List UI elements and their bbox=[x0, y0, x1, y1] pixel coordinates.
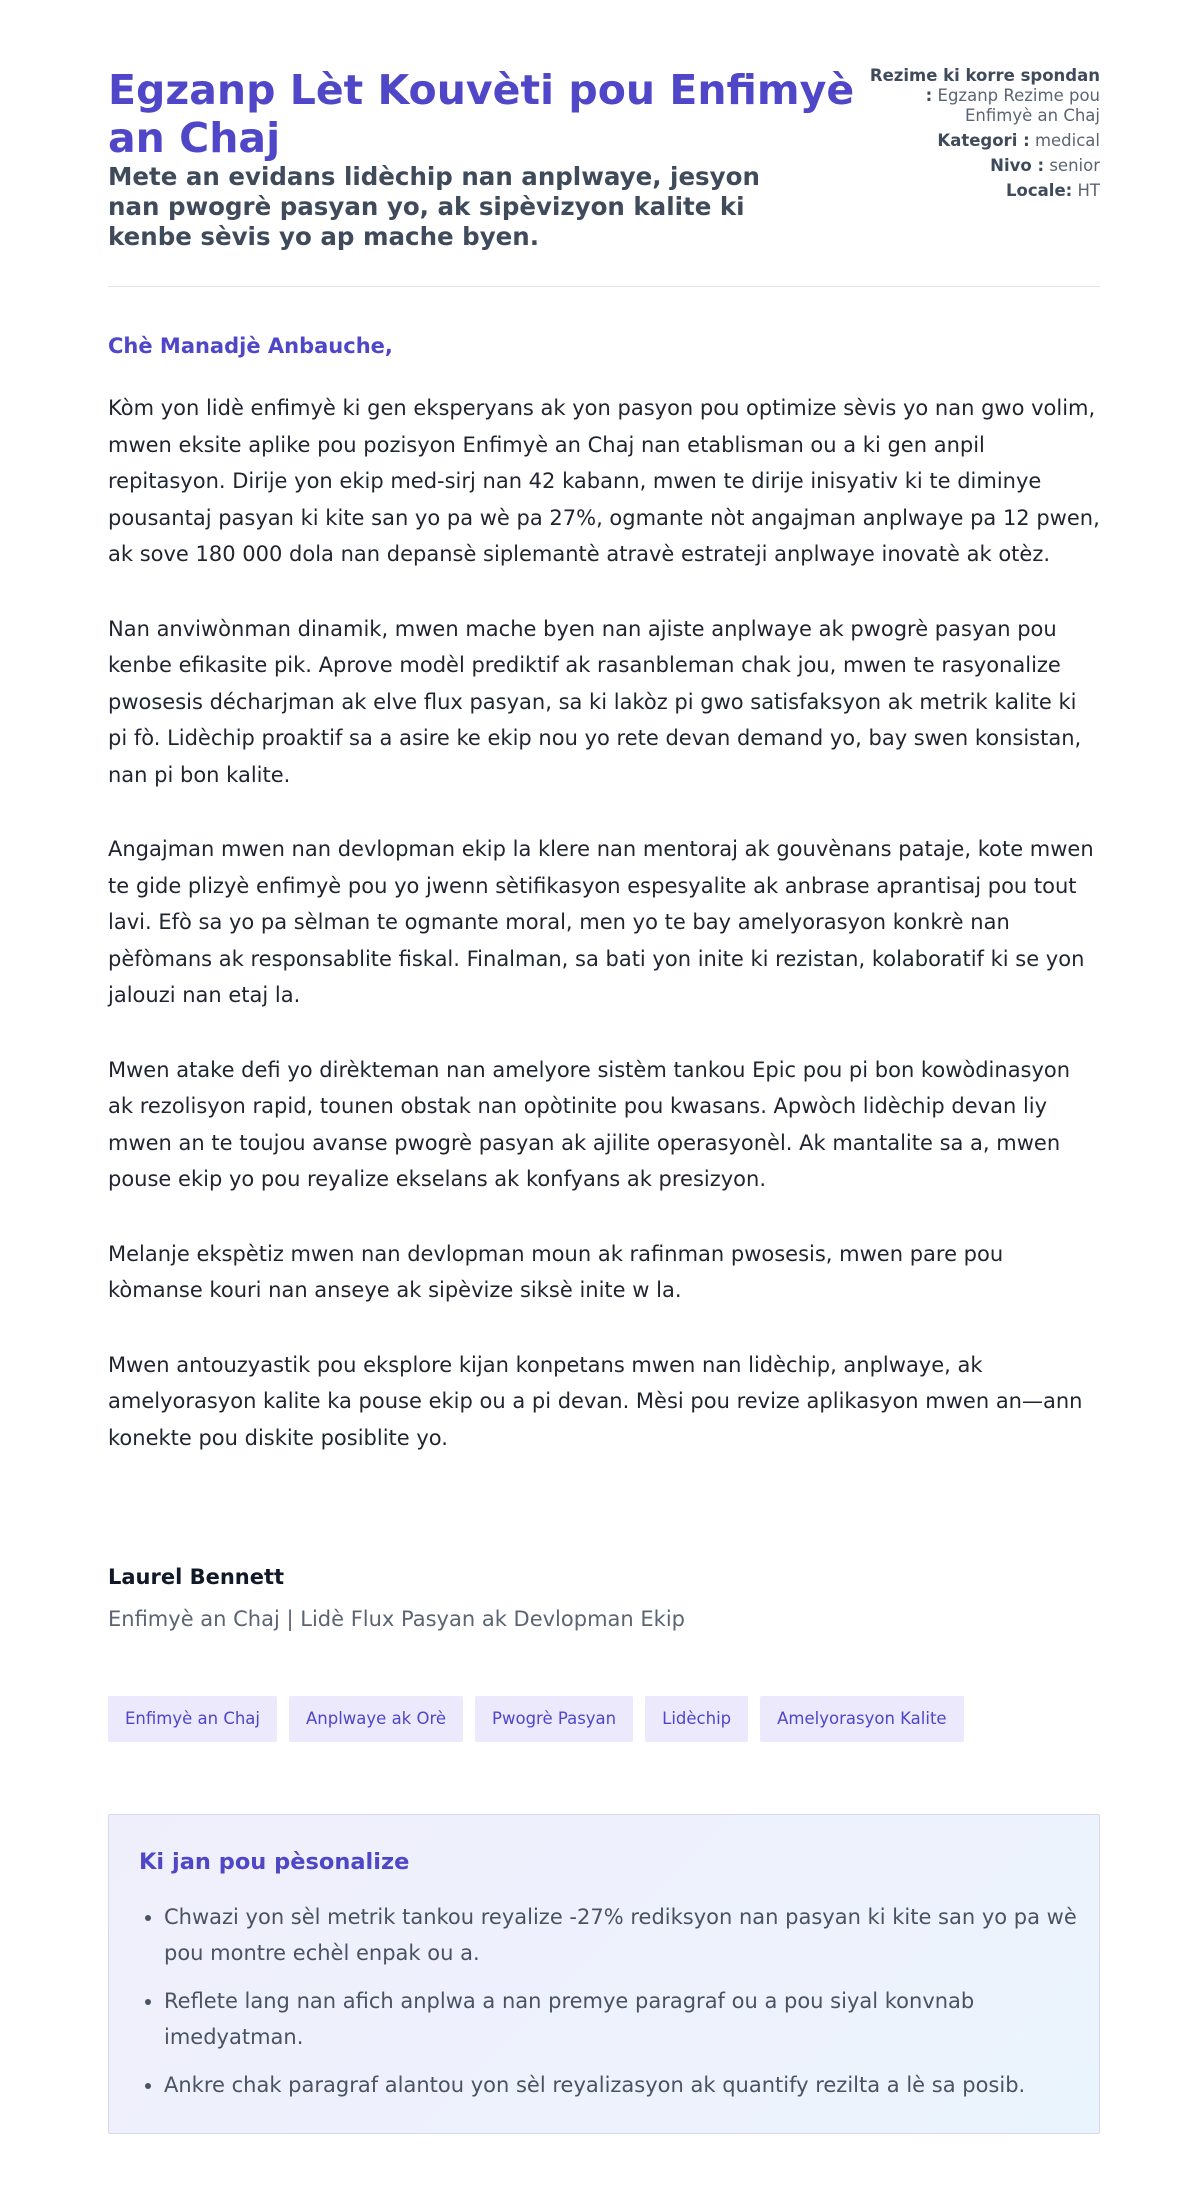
tips-list bbox=[139, 1899, 1094, 2115]
meta-level-value: senior bbox=[1049, 156, 1100, 175]
meta-resume bbox=[860, 66, 1100, 126]
tips-title: Ki jan pou pèsonalize bbox=[139, 1849, 410, 1875]
letter-paragraph: Mwen atake defi yo dirèkteman nan amelyore sistèm tankou Epic pou pi bon kowòdinasyon ak rezolisyon rapid, tounen obstak nan opòtinite pou kwasans. Apwòch lidèchip devan liy mwen an te toujou avanse pwogrè pasyan ak ajilite operasyonèl. Ak mantalite sa a, mwen pouse ekip yo pou reyalize ekselans ak konfyans ak presizyon. bbox=[108, 1057, 1071, 1191]
tag: Amelyorasyon Kalite bbox=[760, 1696, 963, 1742]
meta-locale-label: Locale: bbox=[1006, 181, 1073, 200]
letter-body bbox=[108, 390, 1100, 1494]
tag-list bbox=[108, 1696, 964, 1742]
letter-paragraph: Angajman mwen nan devlopman ekip la klere nan mentoraj ak gouvènans pataje, kote mwen te gide plizyè enfimyè pou yo jwenn sètifikasyon espesyalite ak anbrase aprantisaj pou tout lavi. Efò sa yo pa sèlman te ogmante moral, men yo te bay amelyorasyon konkrè nan pèfòmans ak responsablite fiskal. Finalman, sa bati yon inite ki rezistan, kolaboratif ki se yon jalouzi nan etaj la. bbox=[108, 837, 1094, 1007]
meta-level-label: Nivo : bbox=[990, 156, 1045, 175]
meta-category-value: medical bbox=[1034, 131, 1100, 150]
letter-paragraph: Kòm yon lidè enfimyè ki gen eksperyans ak yon pasyon pou optimize sèvis yo nan gwo volim, mwen eksite aplike pou pozisyon Enfimyè an Chaj nan etablisman ou a ki gen anpil repitasyon. Dirije yon ekip med-sirj nan 42 kabann, mwen te dirije inisyativ ki te diminye pousantaj pasyan ki kite san yo pa wè pa 27%, ogmante nòt angajman anplwaye pa 12 pwen, ak sove 180 000 dola nan depansè siplemantè atravè estrateji anplwaye inovatè ak otèz. bbox=[108, 396, 1100, 566]
meta-category bbox=[860, 131, 1100, 151]
meta-locale-value: HT bbox=[1077, 181, 1100, 200]
meta-locale bbox=[860, 181, 1100, 201]
letter-greeting: Chè Manadjè Anbauche, bbox=[108, 334, 393, 358]
letter-paragraph: Nan anviwònman dinamik, mwen mache byen nan ajiste anplwaye ak pwogrè pasyan pou kenbe efikasite pik. Aprove modèl prediktif ak rasanbleman chak jou, mwen te rasyonalize pwosesis décharjman ak elve flux pasyan, sa ki lakòz pi gwo satisfaksyon ak metrik kalite ki pi fò. Lidèchip proaktif sa a asire ke ekip nou yo rete devan demand yo, bay swen konsistan, nan pi bon kalite. bbox=[108, 616, 1082, 787]
page-title: Egzanp Lèt Kouvèti pou Enfimyè an Chaj bbox=[108, 66, 855, 162]
tag: Pwogrè Pasyan bbox=[475, 1696, 633, 1742]
page-header bbox=[108, 66, 1100, 287]
meta-panel bbox=[860, 66, 1100, 206]
meta-resume-value: Egzanp Rezime pou Enfimyè an Chaj bbox=[937, 86, 1100, 125]
tip-item: • Reflete lang nan afich anplwa a nan premye paragraf ou a pou siyal konvnab imedyatman. bbox=[164, 1983, 1094, 2055]
letter-paragraph: Mwen antouzyastik pou eksplore kijan konpetans mwen nan lidèchip, anplwaye, ak amelyorasyon kalite ka pouse ekip ou a pi devan. Mèsi pou revize aplikasyon mwen an—ann konekte pou diskite posiblite yo. bbox=[108, 1352, 1083, 1450]
meta-resume-label: Rezime ki korre spondan : bbox=[869, 66, 1100, 105]
tag: Anplwaye ak Orè bbox=[289, 1696, 463, 1742]
tip-item: • Chwazi yon sèl metrik tankou reyalize -27% rediksyon nan pasyan ki kite san yo pa wè pou montre echèl enpak ou a. bbox=[164, 1899, 1094, 1971]
page-subtitle: Mete an evidans lidèchip nan anplwaye, jesyon nan pwogrè pasyan yo, ak sipèvizyon kalite ki kenbe sèvis yo ap mache byen. bbox=[108, 162, 760, 251]
meta-level bbox=[860, 156, 1100, 176]
meta-category-label: Kategori : bbox=[937, 131, 1030, 150]
tag: Enfimyè an Chaj bbox=[108, 1696, 277, 1742]
tag: Lidèchip bbox=[645, 1696, 748, 1742]
signature-title: Enfimyè an Chaj | Lidè Flux Pasyan ak Devlopman Ekip bbox=[108, 1607, 685, 1631]
signature-name: Laurel Bennett bbox=[108, 1565, 285, 1589]
letter-paragraph: Melanje ekspètiz mwen nan devlopman moun ak rafinman pwosesis, mwen pare pou kòmanse kouri nan anseye ak sipèvize siksè inite w la. bbox=[108, 1241, 1004, 1302]
tip-item: • Ankre chak paragraf alantou yon sèl reyalizasyon ak quantify rezilta a lè sa posib. bbox=[164, 2067, 1094, 2103]
customization-tips-box bbox=[108, 1814, 1100, 2134]
